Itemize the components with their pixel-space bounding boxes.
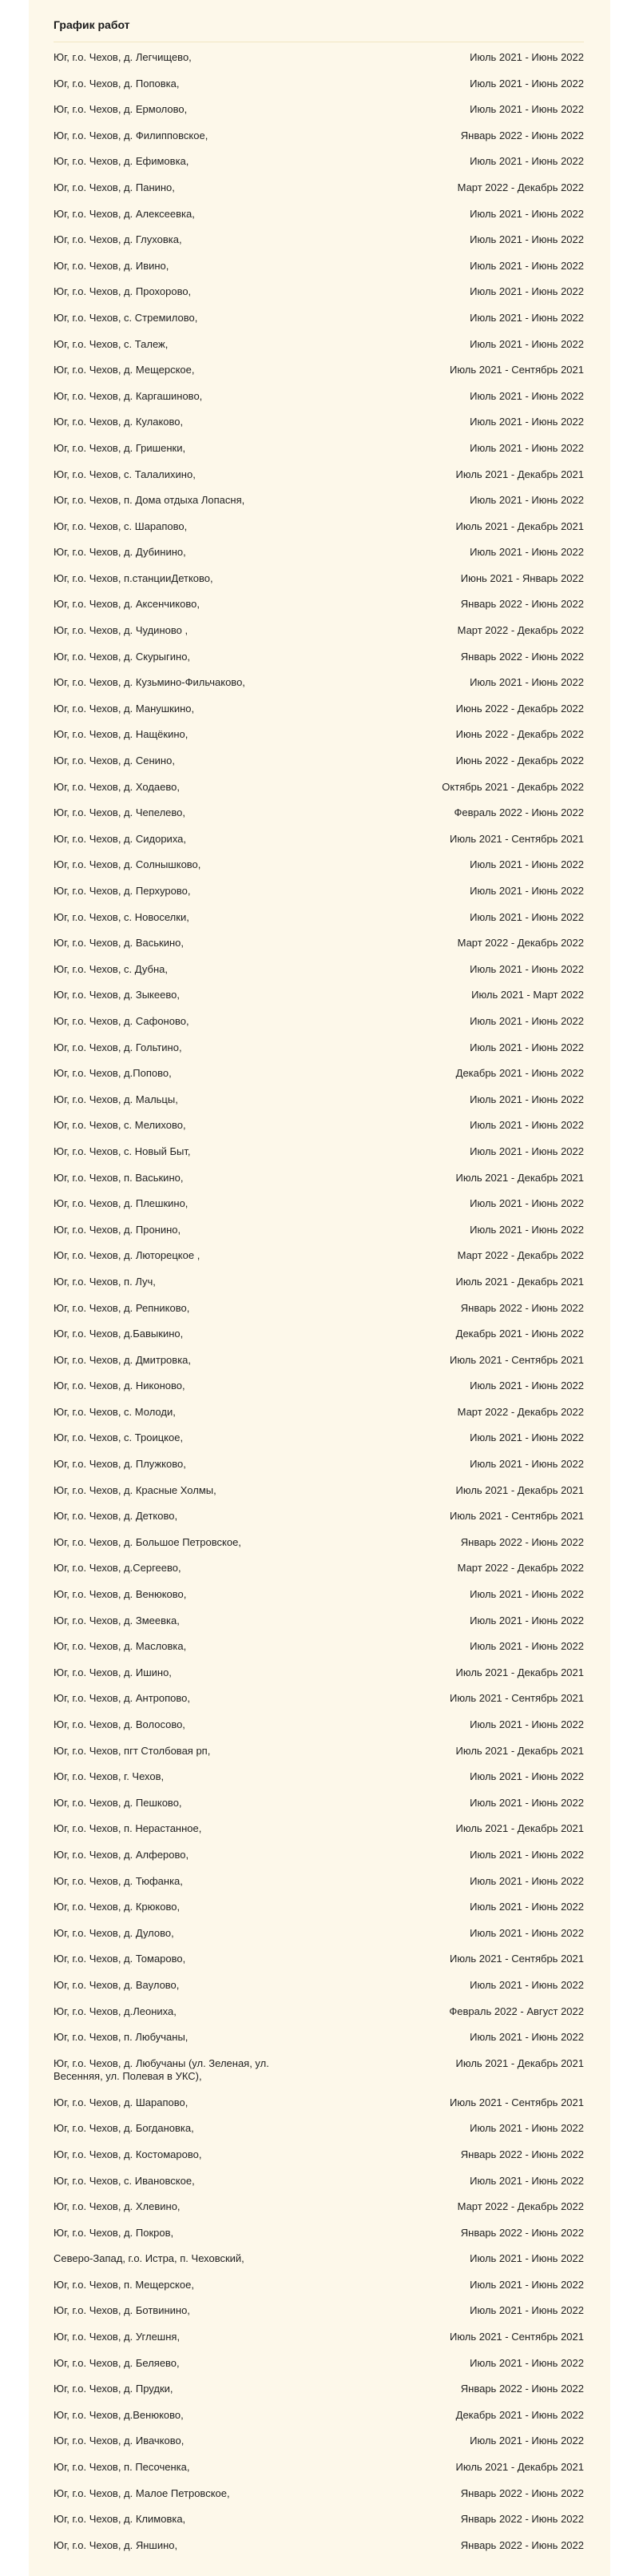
row-location: Юг, г.о. Чехов, д. Беляево, <box>54 2356 180 2369</box>
row-location: Юг, г.о. Чехов, д. Плешкино, <box>54 1197 189 1210</box>
schedule-row <box>54 1901 584 1927</box>
row-period: Июль 2021 - Июнь 2022 <box>470 1874 584 1887</box>
row-location: Юг, г.о. Чехов, с. Мелихово, <box>54 1119 186 1132</box>
row-location: Юг, г.о. Чехов, г. Чехов, <box>54 1770 165 1783</box>
schedule-row <box>54 728 584 754</box>
row-period: Июль 2021 - Июнь 2022 <box>470 2278 584 2291</box>
row-period: Июль 2021 - Июнь 2022 <box>470 1718 584 1730</box>
row-location: Юг, г.о. Чехов, д. Скурыгино, <box>54 650 191 663</box>
row-period: Июль 2021 - Декабрь 2021 <box>455 1744 584 1757</box>
row-location: Юг, г.о. Чехов, д. Чудиново , <box>54 624 189 637</box>
row-location: Юг, г.о. Чехов, д. Перхурово, <box>54 885 191 897</box>
schedule-row <box>54 1197 584 1224</box>
schedule-row <box>54 1354 584 1380</box>
schedule-row <box>54 1640 584 1666</box>
schedule-row <box>54 181 584 208</box>
row-location: Юг, г.о. Чехов, д. Красные Холмы, <box>54 1483 216 1496</box>
schedule-row <box>54 2357 584 2383</box>
row-location: Юг, г.о. Чехов, д. Мальцы, <box>54 1093 178 1105</box>
schedule-row <box>54 2409 584 2435</box>
row-location: Юг, г.о. Чехов, д. Манушкино, <box>54 702 195 715</box>
row-location: Юг, г.о. Чехов, д. Пешково, <box>54 1796 182 1809</box>
row-location: Юг, г.о. Чехов, д. Зыкеево, <box>54 989 180 1001</box>
row-location: Юг, г.о. Чехов, с. Стремилово, <box>54 311 198 324</box>
schedule-panel <box>29 0 610 2576</box>
schedule-row <box>54 51 584 78</box>
row-location: Юг, г.о. Чехов, д. Ходаево, <box>54 780 180 793</box>
row-location: Юг, г.о. Чехов, д. Антропово, <box>54 1692 190 1705</box>
schedule-row <box>54 2461 584 2487</box>
row-location: Юг, г.о. Чехов, д. Любучаны (ул. Зеленая, ул. Весенняя, ул. Полевая в УКС), <box>54 2056 269 2082</box>
row-period: Март 2022 - Декабрь 2022 <box>457 1249 584 1262</box>
schedule-row <box>54 2200 584 2227</box>
row-location: Юг, г.о. Чехов, д. Люторецкое , <box>54 1249 200 1262</box>
row-period: Декабрь 2021 - Июнь 2022 <box>455 1067 584 1080</box>
schedule-row <box>54 754 584 781</box>
row-location: Юг, г.о. Чехов, д. Углешня, <box>54 2331 181 2343</box>
row-location: Юг, г.о. Чехов, д. Дмитровка, <box>54 1353 192 1366</box>
schedule-row <box>54 2539 584 2566</box>
schedule-row <box>54 78 584 104</box>
row-location: Юг, г.о. Чехов, д. Ваулово, <box>54 1978 180 1991</box>
schedule-row <box>54 937 584 963</box>
row-period: Июль 2021 - Июнь 2022 <box>470 103 584 116</box>
schedule-row <box>54 703 584 729</box>
row-location: Юг, г.о. Чехов, д. Дулово, <box>54 1926 174 1939</box>
schedule-row <box>54 858 584 885</box>
row-location: Юг, г.о. Чехов, д. Ермолово, <box>54 103 188 116</box>
row-location: Юг, г.о. Чехов, п.станцииДетково, <box>54 571 213 584</box>
row-location: Юг, г.о. Чехов, п. Луч, <box>54 1275 156 1288</box>
row-period: Июль 2021 - Июнь 2022 <box>470 1848 584 1861</box>
row-period: Июль 2021 - Март 2022 <box>471 989 584 1001</box>
row-period: Июль 2021 - Июнь 2022 <box>470 389 584 402</box>
row-period: Июль 2021 - Июнь 2022 <box>470 1119 584 1132</box>
schedule-row <box>54 1718 584 1745</box>
schedule-row <box>54 911 584 938</box>
schedule-row <box>54 1745 584 1771</box>
row-period: Июль 2021 - Декабрь 2021 <box>455 2056 584 2069</box>
schedule-row <box>54 1093 584 1120</box>
row-location: Юг, г.о. Чехов, с. Ивановское, <box>54 2174 195 2187</box>
row-period: Июль 2021 - Июнь 2022 <box>470 2252 584 2265</box>
row-location: Юг, г.о. Чехов, д. Пронино, <box>54 1223 181 1236</box>
row-period: Июль 2021 - Декабрь 2021 <box>455 1275 584 1288</box>
row-period: Июнь 2022 - Декабрь 2022 <box>455 728 584 741</box>
row-location: Юг, г.о. Чехов, д. Яншино, <box>54 2538 178 2551</box>
row-location: Юг, г.о. Чехов, д. Алексеевка, <box>54 207 195 220</box>
row-location: Юг, г.о. Чехов, д. Прудки, <box>54 2383 173 2395</box>
row-location: Юг, г.о. Чехов, с. Талалихино, <box>54 468 196 480</box>
schedule-row <box>54 2175 584 2201</box>
schedule-row <box>54 1614 584 1641</box>
row-location: Юг, г.о. Чехов, д. Ишино, <box>54 1666 172 1678</box>
row-period: Июль 2021 - Июнь 2022 <box>470 885 584 897</box>
schedule-row <box>54 1249 584 1276</box>
row-period: Июль 2021 - Декабрь 2021 <box>455 1666 584 1678</box>
row-location: Юг, г.о. Чехов, д. Поповка, <box>54 77 180 90</box>
schedule-row <box>54 260 584 286</box>
schedule-row <box>54 1067 584 1093</box>
schedule-row <box>54 546 584 572</box>
row-period: Июль 2021 - Июнь 2022 <box>470 962 584 975</box>
row-period: Июль 2021 - Июнь 2022 <box>470 1458 584 1471</box>
schedule-row <box>54 312 584 338</box>
schedule-row <box>54 233 584 260</box>
schedule-row <box>54 129 584 156</box>
row-period: Июль 2021 - Июнь 2022 <box>470 2174 584 2187</box>
row-period: Июль 2021 - Июнь 2022 <box>470 1223 584 1236</box>
row-location: Юг, г.о. Чехов, с. Новый Быт, <box>54 1145 191 1157</box>
schedule-row <box>54 416 584 442</box>
schedule-row <box>54 1172 584 1198</box>
row-period: Июль 2021 - Июнь 2022 <box>470 494 584 507</box>
schedule-row <box>54 468 584 495</box>
row-location: Юг, г.о. Чехов, д. Аксенчиково, <box>54 598 200 611</box>
row-period: Июль 2021 - Июнь 2022 <box>470 311 584 324</box>
row-location: Юг, г.о. Чехов, д.Леониха, <box>54 2005 177 2017</box>
schedule-row <box>54 208 584 234</box>
row-location: Юг, г.о. Чехов, д. Прохорово, <box>54 285 192 298</box>
row-location: Юг, г.о. Чехов, д.Сергеево, <box>54 1562 181 1575</box>
schedule-row <box>54 2435 584 2461</box>
row-location: Юг, г.о. Чехов, д. Костомарово, <box>54 2148 202 2160</box>
row-period: Июль 2021 - Декабрь 2021 <box>455 1171 584 1184</box>
row-period: Июль 2021 - Сентябрь 2021 <box>449 1353 584 1366</box>
schedule-row <box>54 2227 584 2253</box>
row-location: Юг, г.о. Чехов, д. Каргашиново, <box>54 389 203 402</box>
row-location: Юг, г.о. Чехов, д. Ефимовка, <box>54 155 189 168</box>
row-period: Январь 2022 - Июнь 2022 <box>460 2486 584 2499</box>
row-location: Юг, г.о. Чехов, д. Шарапово, <box>54 2096 189 2108</box>
schedule-row <box>54 2122 584 2148</box>
schedule-row <box>54 442 584 468</box>
row-period: Июль 2021 - Июнь 2022 <box>470 1431 584 1444</box>
schedule-row <box>54 572 584 599</box>
row-location: Юг, г.о. Чехов, д. Венюково, <box>54 1588 187 1601</box>
row-period: Июль 2021 - Июнь 2022 <box>470 1093 584 1105</box>
row-location: Юг, г.о. Чехов, д.Бавыкино, <box>54 1328 184 1340</box>
row-period: Январь 2022 - Июнь 2022 <box>460 1301 584 1314</box>
row-period: Июль 2021 - Июнь 2022 <box>470 1978 584 1991</box>
row-location: Юг, г.о. Чехов, п. Нерастанное, <box>54 1822 202 1835</box>
row-period: Июнь 2021 - Январь 2022 <box>460 571 584 584</box>
row-location: Юг, г.о. Чехов, с. Шарапово, <box>54 520 188 532</box>
schedule-row <box>54 2304 584 2331</box>
row-location: Юг, г.о. Чехов, д. Панино, <box>54 181 175 193</box>
row-period: Июль 2021 - Июнь 2022 <box>470 285 584 298</box>
schedule-row <box>54 1536 584 1563</box>
row-period: Июль 2021 - Июнь 2022 <box>470 1041 584 1053</box>
row-location: Юг, г.о. Чехов, д. Дубинино, <box>54 546 186 559</box>
schedule-row <box>54 2031 584 2057</box>
schedule-row <box>54 494 584 520</box>
row-location: Юг, г.о. Чехов, д. Масловка, <box>54 1640 187 1653</box>
schedule-row <box>54 2057 584 2096</box>
schedule-row <box>54 1875 584 1901</box>
row-period: Июль 2021 - Июнь 2022 <box>470 1197 584 1210</box>
row-location: Юг, г.о. Чехов, д. Детково, <box>54 1510 178 1523</box>
row-period: Июль 2021 - Июнь 2022 <box>470 1380 584 1392</box>
row-period: Март 2022 - Декабрь 2022 <box>457 181 584 193</box>
row-period: Июль 2021 - Июнь 2022 <box>470 441 584 454</box>
schedule-row <box>54 1145 584 1172</box>
schedule-row <box>54 364 584 390</box>
row-period: Июль 2021 - Июнь 2022 <box>470 546 584 559</box>
schedule-row <box>54 885 584 911</box>
schedule-row <box>54 1119 584 1145</box>
row-location: Юг, г.о. Чехов, д. Чепелево, <box>54 806 186 819</box>
row-location: Юг, г.о. Чехов, п. Дома отдыха Лопасня, <box>54 494 245 507</box>
row-location: Юг, г.о. Чехов, д. Филипповское, <box>54 129 208 141</box>
row-location: Юг, г.о. Чехов, д. Богдановка, <box>54 2122 194 2135</box>
schedule-row <box>54 1458 584 1484</box>
schedule-row <box>54 1927 584 1953</box>
schedule-row <box>54 2513 584 2539</box>
row-location: Юг, г.о. Чехов, с. Дубна, <box>54 962 168 975</box>
row-period: Июль 2021 - Декабрь 2021 <box>455 2461 584 2474</box>
row-location: Юг, г.о. Чехов, д. Сафоново, <box>54 1014 189 1027</box>
schedule-row <box>54 2383 584 2409</box>
schedule-row <box>54 1953 584 1979</box>
schedule-row <box>54 1770 584 1797</box>
row-period: Июль 2021 - Июнь 2022 <box>470 1901 584 1913</box>
row-location: Юг, г.о. Чехов, с. Троицкое, <box>54 1431 184 1444</box>
row-period: Июль 2021 - Сентябрь 2021 <box>449 2096 584 2108</box>
row-location: Юг, г.о. Чехов, д.Попово, <box>54 1067 172 1080</box>
row-location: Юг, г.о. Чехов, п. Мещерское, <box>54 2278 194 2291</box>
row-period: Июль 2021 - Июнь 2022 <box>470 2435 584 2447</box>
row-location: Юг, г.о. Чехов, д. Никоново, <box>54 1380 185 1392</box>
schedule-row <box>54 989 584 1015</box>
row-location: Юг, г.о. Чехов, д. Ивино, <box>54 259 169 272</box>
schedule-row <box>54 1562 584 1588</box>
schedule-row <box>54 1015 584 1041</box>
schedule-row <box>54 1797 584 1823</box>
row-location: Юг, г.о. Чехов, д. Гольтино, <box>54 1041 182 1053</box>
schedule-row <box>54 676 584 703</box>
schedule-row <box>54 1041 584 1068</box>
row-period: Июль 2021 - Июнь 2022 <box>470 858 584 871</box>
row-period: Июль 2021 - Июнь 2022 <box>470 51 584 63</box>
row-period: Март 2022 - Декабрь 2022 <box>457 2200 584 2213</box>
row-location: Юг, г.о. Чехов, д. Кузьмино-Фильчаково, <box>54 676 245 689</box>
row-period: Июль 2021 - Июнь 2022 <box>470 2304 584 2317</box>
row-period: Январь 2022 - Июнь 2022 <box>460 650 584 663</box>
row-period: Июль 2021 - Июнь 2022 <box>470 77 584 90</box>
row-location: Юг, г.о. Чехов, д. Гришенки, <box>54 441 186 454</box>
schedule-row <box>54 1979 584 2005</box>
row-location: Юг, г.о. Чехов, с. Новоселки, <box>54 910 189 923</box>
row-period: Июнь 2022 - Декабрь 2022 <box>455 754 584 767</box>
row-period: Январь 2022 - Июнь 2022 <box>460 2148 584 2160</box>
row-location: Юг, г.о. Чехов, д. Ботвинино, <box>54 2304 190 2317</box>
row-period: Июль 2021 - Июнь 2022 <box>470 259 584 272</box>
row-period: Июль 2021 - Июнь 2022 <box>470 2031 584 2044</box>
row-location: Юг, г.о. Чехов, д. Крюково, <box>54 1901 181 1913</box>
schedule-row <box>54 1380 584 1406</box>
row-period: Июль 2021 - Июнь 2022 <box>470 1796 584 1809</box>
row-period: Июнь 2022 - Декабрь 2022 <box>455 702 584 715</box>
row-location: Юг, г.о. Чехов, д. Сидориха, <box>54 832 187 845</box>
schedule-row <box>54 2279 584 2305</box>
row-period: Январь 2022 - Июнь 2022 <box>460 2226 584 2239</box>
row-period: Июль 2021 - Сентябрь 2021 <box>449 832 584 845</box>
row-period: Март 2022 - Декабрь 2022 <box>457 1405 584 1418</box>
row-location: Юг, г.о. Чехов, д. Хлевино, <box>54 2200 181 2213</box>
schedule-row <box>54 624 584 651</box>
schedule-row <box>54 781 584 807</box>
schedule-row <box>54 1822 584 1849</box>
row-period: Январь 2022 - Июнь 2022 <box>460 1535 584 1548</box>
row-period: Июль 2021 - Июнь 2022 <box>470 207 584 220</box>
schedule-row <box>54 1406 584 1432</box>
row-period: Июль 2021 - Июнь 2022 <box>470 2356 584 2369</box>
row-period: Январь 2022 - Июнь 2022 <box>460 129 584 141</box>
schedule-row <box>54 651 584 677</box>
row-period: Январь 2022 - Июнь 2022 <box>460 2513 584 2526</box>
row-period: Июль 2021 - Декабрь 2021 <box>455 1822 584 1835</box>
row-location: Юг, г.о. Чехов, д. Змеевка, <box>54 1614 180 1626</box>
row-location: Юг, г.о. Чехов, д. Плужково, <box>54 1458 186 1471</box>
row-location: Юг, г.о. Чехов, д. Сенино, <box>54 754 175 767</box>
row-period: Март 2022 - Декабрь 2022 <box>457 937 584 950</box>
schedule-row <box>54 2252 584 2279</box>
schedule-row <box>54 285 584 312</box>
row-period: Январь 2022 - Июнь 2022 <box>460 2538 584 2551</box>
schedule-row <box>54 1224 584 1250</box>
schedule-row <box>54 1328 584 1354</box>
schedule-row <box>54 963 584 989</box>
schedule-row <box>54 1588 584 1614</box>
schedule-row <box>54 1302 584 1328</box>
row-period: Декабрь 2021 - Июнь 2022 <box>455 2408 584 2421</box>
schedule-row <box>54 598 584 624</box>
row-period: Июль 2021 - Июнь 2022 <box>470 1145 584 1157</box>
row-period: Июль 2021 - Декабрь 2021 <box>455 520 584 532</box>
row-period: Март 2022 - Декабрь 2022 <box>457 624 584 637</box>
row-period: Июль 2021 - Сентябрь 2021 <box>449 1692 584 1705</box>
schedule-list <box>54 42 584 2565</box>
row-period: Июль 2021 - Июнь 2022 <box>470 233 584 246</box>
row-period: Июль 2021 - Сентябрь 2021 <box>449 2331 584 2343</box>
row-period: Июль 2021 - Июнь 2022 <box>470 1640 584 1653</box>
row-location: Юг, г.о. Чехов, д. Ивачково, <box>54 2435 185 2447</box>
row-period: Июль 2021 - Июнь 2022 <box>470 337 584 350</box>
schedule-row <box>54 1484 584 1511</box>
row-period: Июль 2021 - Июнь 2022 <box>470 155 584 168</box>
row-period: Январь 2022 - Июнь 2022 <box>460 2383 584 2395</box>
row-period: Июль 2021 - Сентябрь 2021 <box>449 1953 584 1965</box>
row-location: Юг, г.о. Чехов, д. Нащёкино, <box>54 728 189 741</box>
page-title: График работ <box>54 0 584 42</box>
row-location: Юг, г.о. Чехов, д. Томарово, <box>54 1953 186 1965</box>
row-location: Юг, г.о. Чехов, д. Малое Петровское, <box>54 2486 230 2499</box>
row-location: Юг, г.о. Чехов, д. Алферово, <box>54 1848 189 1861</box>
row-period: Июль 2021 - Июнь 2022 <box>470 2122 584 2135</box>
row-period: Июль 2021 - Сентябрь 2021 <box>449 364 584 376</box>
row-location: Юг, г.о. Чехов, д.Венюково, <box>54 2408 184 2421</box>
row-period: Июль 2021 - Июнь 2022 <box>470 1926 584 1939</box>
row-location: Юг, г.о. Чехов, с. Талеж, <box>54 337 169 350</box>
row-period: Октябрь 2021 - Декабрь 2022 <box>442 780 584 793</box>
row-period: Февраль 2022 - Август 2022 <box>449 2005 584 2017</box>
row-location: Юг, г.о. Чехов, д. Репниково, <box>54 1301 190 1314</box>
schedule-row <box>54 338 584 364</box>
row-period: Июль 2021 - Декабрь 2021 <box>455 1483 584 1496</box>
row-location: Юг, г.о. Чехов, д. Глуховка, <box>54 233 182 246</box>
row-period: Июль 2021 - Июнь 2022 <box>470 910 584 923</box>
row-period: Июль 2021 - Сентябрь 2021 <box>449 1510 584 1523</box>
schedule-row <box>54 2487 584 2514</box>
schedule-row <box>54 833 584 859</box>
schedule-row <box>54 103 584 129</box>
row-location: Юг, г.о. Чехов, д. Мещерское, <box>54 364 195 376</box>
schedule-row <box>54 155 584 181</box>
row-period: Июль 2021 - Июнь 2022 <box>470 1770 584 1783</box>
row-period: Июль 2021 - Июнь 2022 <box>470 1588 584 1601</box>
schedule-row <box>54 2331 584 2357</box>
row-location: Юг, г.о. Чехов, д. Солнышково, <box>54 858 201 871</box>
schedule-row <box>54 1849 584 1875</box>
schedule-row <box>54 2148 584 2175</box>
row-location: Юг, г.о. Чехов, д. Большое Петровское, <box>54 1535 241 1548</box>
row-location: Северо-Запад, г.о. Истра, п. Чеховский, <box>54 2252 244 2265</box>
row-period: Февраль 2022 - Июнь 2022 <box>454 806 584 819</box>
row-location: Юг, г.о. Чехов, д. Васькино, <box>54 937 185 950</box>
row-period: Июль 2021 - Декабрь 2021 <box>455 468 584 480</box>
schedule-row <box>54 390 584 416</box>
schedule-row <box>54 1431 584 1458</box>
schedule-row <box>54 1692 584 1718</box>
row-period: Июль 2021 - Июнь 2022 <box>470 416 584 428</box>
schedule-row <box>54 2096 584 2123</box>
row-period: Март 2022 - Декабрь 2022 <box>457 1562 584 1575</box>
schedule-row <box>54 520 584 547</box>
row-location: Юг, г.о. Чехов, с. Молоди, <box>54 1405 176 1418</box>
schedule-row <box>54 806 584 833</box>
schedule-row <box>54 1510 584 1536</box>
row-period: Декабрь 2021 - Июнь 2022 <box>455 1328 584 1340</box>
schedule-row <box>54 1666 584 1693</box>
row-location: Юг, г.о. Чехов, д. Волосово, <box>54 1718 185 1730</box>
row-period: Июль 2021 - Июнь 2022 <box>470 676 584 689</box>
row-location: Юг, г.о. Чехов, п. Любучаны, <box>54 2031 189 2044</box>
row-location: Юг, г.о. Чехов, пгт Столбовая рп, <box>54 1744 211 1757</box>
schedule-row <box>54 1276 584 1302</box>
row-period: Январь 2022 - Июнь 2022 <box>460 598 584 611</box>
row-period: Июль 2021 - Июнь 2022 <box>470 1014 584 1027</box>
row-location: Юг, г.о. Чехов, д. Климовка, <box>54 2513 186 2526</box>
row-period: Июль 2021 - Июнь 2022 <box>470 1614 584 1626</box>
row-location: Юг, г.о. Чехов, д. Покров, <box>54 2226 174 2239</box>
row-location: Юг, г.о. Чехов, п. Песоченка, <box>54 2461 190 2474</box>
schedule-row <box>54 2005 584 2032</box>
row-location: Юг, г.о. Чехов, д. Кулаково, <box>54 416 184 428</box>
row-location: Юг, г.о. Чехов, д. Легчищево, <box>54 51 192 63</box>
row-location: Юг, г.о. Чехов, п. Васькино, <box>54 1171 184 1184</box>
row-location: Юг, г.о. Чехов, д. Тюфанка, <box>54 1874 183 1887</box>
